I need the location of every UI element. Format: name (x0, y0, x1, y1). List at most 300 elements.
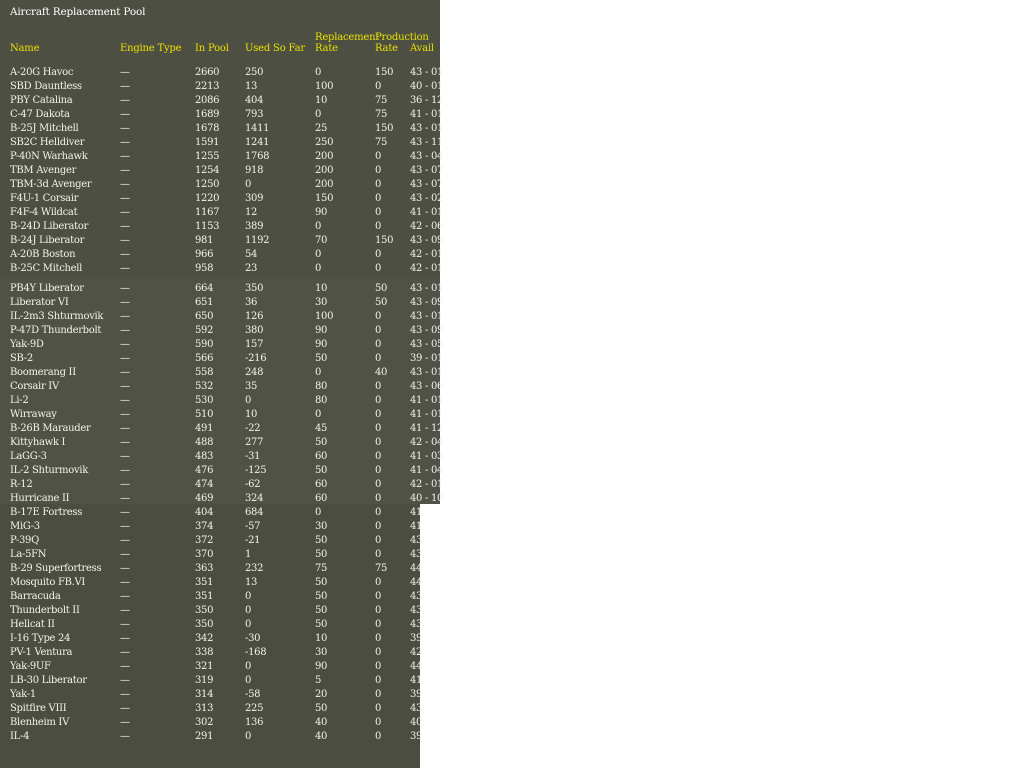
aircraft-name: IL-2m3 Shturmovik (10, 311, 104, 322)
in-pool-count: 1220 (195, 193, 220, 204)
avail-date: 43 - 09 (410, 235, 444, 246)
replacement-rate: 75 (315, 563, 328, 574)
avail-date: 43 - 01 (410, 367, 444, 378)
used-so-far-count: -22 (245, 423, 261, 434)
aircraft-name: LB-30 Liberator (10, 675, 87, 686)
engine-type: — (120, 67, 130, 78)
in-pool-count: 1678 (195, 123, 220, 134)
replacement-rate: 30 (315, 521, 328, 532)
engine-type: — (120, 283, 130, 294)
production-rate: 75 (375, 109, 388, 120)
table-row[interactable] (0, 122, 444, 136)
avail-date: 44 (410, 563, 423, 574)
avail-date: 43 - 09 (410, 297, 444, 308)
production-rate: 150 (375, 123, 394, 134)
used-so-far-count: 12 (245, 207, 258, 218)
in-pool-count: 321 (195, 661, 214, 672)
used-so-far-count: 13 (245, 81, 258, 92)
in-pool-count: 488 (195, 437, 214, 448)
used-so-far-count: 10 (245, 409, 258, 420)
avail-date: 41 - 04 (410, 465, 444, 476)
aircraft-name: P-47D Thunderbolt (10, 325, 102, 336)
aircraft-name: B-25J Mitchell (10, 123, 79, 134)
production-rate: 0 (375, 165, 382, 176)
in-pool-count: 2213 (195, 81, 220, 92)
production-rate: 0 (375, 661, 382, 672)
used-so-far-count: 1411 (245, 123, 270, 134)
in-pool-count: 2086 (195, 95, 220, 106)
aircraft-name: PBY Catalina (10, 95, 73, 106)
replacement-rate: 0 (315, 221, 322, 232)
replacement-rate: 60 (315, 451, 328, 462)
table-row[interactable] (0, 534, 440, 548)
aircraft-name: PV-1 Ventura (10, 647, 73, 658)
aircraft-name: Yak-9UF (10, 661, 51, 672)
table-row[interactable] (0, 562, 440, 576)
table-row[interactable] (0, 618, 440, 632)
table-row[interactable] (0, 716, 440, 730)
production-rate: 50 (375, 297, 388, 308)
table-row[interactable] (0, 282, 444, 296)
production-rate: 0 (375, 717, 382, 728)
replacement-rate: 60 (315, 493, 328, 504)
avail-date: 43 (410, 703, 423, 714)
replacement-rate: 0 (315, 367, 322, 378)
table-row[interactable] (0, 310, 444, 324)
table-row[interactable] (0, 632, 440, 646)
used-so-far-count: 126 (245, 311, 264, 322)
table-row[interactable] (0, 234, 444, 248)
header-replacement-rate[interactable] (315, 32, 379, 54)
engine-type: — (120, 151, 130, 162)
replacement-rate: 30 (315, 297, 328, 308)
engine-type: — (120, 95, 130, 106)
replacement-rate: 90 (315, 339, 328, 350)
engine-type: — (120, 465, 130, 476)
avail-date: 41 (410, 521, 423, 532)
production-rate: 0 (375, 619, 382, 630)
avail-date: 39 - 01 (410, 353, 444, 364)
table-row[interactable] (0, 660, 440, 674)
production-rate: 0 (375, 263, 382, 274)
avail-date: 43 - 01 (410, 67, 444, 78)
replacement-rate: 0 (315, 409, 322, 420)
used-so-far-count: 248 (245, 367, 264, 378)
avail-date: 40 - 10 (410, 493, 444, 504)
table-row[interactable] (0, 248, 444, 262)
in-pool-count: 510 (195, 409, 214, 420)
replacement-rate: 50 (315, 549, 328, 560)
production-rate: 0 (375, 381, 382, 392)
table-row[interactable] (0, 506, 440, 520)
table-row[interactable] (0, 436, 444, 450)
production-rate: 0 (375, 353, 382, 364)
aircraft-name: Thunderbolt II (10, 605, 80, 616)
production-rate: 0 (375, 633, 382, 644)
replacement-rate: 200 (315, 151, 334, 162)
replacement-rate: 50 (315, 437, 328, 448)
used-so-far-count: 136 (245, 717, 264, 728)
used-so-far-count: 309 (245, 193, 264, 204)
in-pool-count: 966 (195, 249, 214, 260)
avail-date: 43 - 01 (410, 283, 444, 294)
used-so-far-count: 1768 (245, 151, 270, 162)
aircraft-name: Yak-1 (10, 689, 36, 700)
used-so-far-count: -62 (245, 479, 261, 490)
table-row[interactable] (0, 178, 444, 192)
engine-type: — (120, 633, 130, 644)
in-pool-count: 350 (195, 605, 214, 616)
engine-type: — (120, 297, 130, 308)
engine-type: — (120, 235, 130, 246)
replacement-rate: 50 (315, 605, 328, 616)
aircraft-name: C-47 Dakota (10, 109, 70, 120)
engine-type: — (120, 563, 130, 574)
avail-date: 41 (410, 507, 423, 518)
production-rate: 0 (375, 151, 382, 162)
aircraft-name: P-39Q (10, 535, 39, 546)
replacement-rate: 80 (315, 381, 328, 392)
replacement-rate: 5 (315, 675, 322, 686)
used-so-far-count: 389 (245, 221, 264, 232)
used-so-far-count: -57 (245, 521, 261, 532)
in-pool-count: 319 (195, 675, 214, 686)
replacement-rate: 10 (315, 633, 328, 644)
aircraft-name: SB-2 (10, 353, 33, 364)
used-so-far-count: 35 (245, 381, 258, 392)
engine-type: — (120, 81, 130, 92)
avail-date: 39 (410, 689, 423, 700)
used-so-far-count: -168 (245, 647, 267, 658)
engine-type: — (120, 207, 130, 218)
replacement-rate: 90 (315, 661, 328, 672)
aircraft-name: B-24J Liberator (10, 235, 85, 246)
table-row[interactable] (0, 80, 444, 94)
in-pool-count: 374 (195, 521, 214, 532)
in-pool-count: 1255 (195, 151, 220, 162)
production-rate: 0 (375, 423, 382, 434)
engine-type: — (120, 493, 130, 504)
replacement-rate: 90 (315, 207, 328, 218)
engine-type: — (120, 381, 130, 392)
used-so-far-count: 380 (245, 325, 264, 336)
aircraft-name: P-40N Warhawk (10, 151, 88, 162)
replacement-rate: 50 (315, 619, 328, 630)
aircraft-name: TBM-3d Avenger (10, 179, 92, 190)
header-name[interactable]: Name (10, 43, 40, 54)
production-rate: 0 (375, 731, 382, 742)
replacement-rate: 50 (315, 577, 328, 588)
table-row[interactable] (0, 422, 444, 436)
used-so-far-count: 918 (245, 165, 264, 176)
in-pool-count: 483 (195, 451, 214, 462)
aircraft-list-lower (0, 504, 423, 768)
used-so-far-count: 157 (245, 339, 264, 350)
production-rate: 0 (375, 465, 382, 476)
in-pool-count: 351 (195, 591, 214, 602)
aircraft-name: Hellcat II (10, 619, 55, 630)
aircraft-name: Wirraway (10, 409, 57, 420)
engine-type: — (120, 409, 130, 420)
replacement-rate: 20 (315, 689, 328, 700)
replacement-rate: 45 (315, 423, 328, 434)
engine-type: — (120, 689, 130, 700)
table-row[interactable] (0, 94, 444, 108)
in-pool-count: 566 (195, 353, 214, 364)
replacement-pool-panel (0, 0, 444, 768)
production-rate: 0 (375, 521, 382, 532)
avail-date: 43 - 09 (410, 325, 444, 336)
in-pool-count: 313 (195, 703, 214, 714)
table-row[interactable] (0, 150, 444, 164)
header-in-pool[interactable]: In Pool (195, 43, 229, 54)
replacement-rate: 100 (315, 81, 334, 92)
table-row[interactable] (0, 730, 440, 744)
in-pool-count: 1167 (195, 207, 220, 218)
table-row[interactable] (0, 604, 440, 618)
used-so-far-count: 404 (245, 95, 264, 106)
replacement-rate: 10 (315, 95, 328, 106)
table-row[interactable] (0, 324, 444, 338)
used-so-far-count: -30 (245, 633, 261, 644)
in-pool-count: 558 (195, 367, 214, 378)
table-row[interactable] (0, 66, 444, 80)
aircraft-name: PB4Y Liberator (10, 283, 84, 294)
table-row[interactable] (0, 646, 440, 660)
aircraft-name: B-24D Liberator (10, 221, 89, 232)
avail-date: 39 (410, 731, 423, 742)
table-row[interactable] (0, 408, 444, 422)
aircraft-name: SB2C Helldiver (10, 137, 85, 148)
production-rate: 0 (375, 193, 382, 204)
in-pool-count: 981 (195, 235, 214, 246)
table-row[interactable] (0, 450, 444, 464)
production-rate: 150 (375, 235, 394, 246)
aircraft-name: Mosquito FB.VI (10, 577, 86, 588)
table-row[interactable] (0, 394, 444, 408)
table-row[interactable] (0, 702, 440, 716)
table-row[interactable] (0, 192, 444, 206)
replacement-rate: 90 (315, 325, 328, 336)
used-so-far-count: 0 (245, 179, 252, 190)
header-replacement-rate-label: Rate (315, 43, 338, 54)
table-row[interactable] (0, 576, 440, 590)
table-row[interactable] (0, 206, 444, 220)
avail-date: 42 - 01 (410, 263, 444, 274)
aircraft-name: Kittyhawk I (10, 437, 66, 448)
avail-date: 43 - 01 (410, 311, 444, 322)
avail-date: 41 - 01 (410, 395, 444, 406)
avail-date: 43 - 07 (410, 165, 444, 176)
in-pool-count: 1254 (195, 165, 220, 176)
in-pool-count: 291 (195, 731, 214, 742)
production-rate: 75 (375, 563, 388, 574)
production-rate: 0 (375, 675, 382, 686)
in-pool-count: 651 (195, 297, 214, 308)
used-so-far-count: 1 (245, 549, 252, 560)
replacement-rate: 200 (315, 165, 334, 176)
header-used-so-far[interactable]: Used So Far (245, 43, 305, 54)
engine-type: — (120, 661, 130, 672)
aircraft-name: Corsair IV (10, 381, 59, 392)
used-so-far-count: 225 (245, 703, 264, 714)
engine-type: — (120, 109, 130, 120)
engine-type: — (120, 193, 130, 204)
replacement-rate: 50 (315, 591, 328, 602)
used-so-far-count: 23 (245, 263, 258, 274)
production-rate: 0 (375, 395, 382, 406)
header-replacement-label: Replacement (315, 32, 380, 43)
avail-date: 41 - 01 (410, 207, 444, 218)
in-pool-count: 592 (195, 325, 214, 336)
replacement-rate: 250 (315, 137, 334, 148)
aircraft-name: Boomerang II (10, 367, 76, 378)
aircraft-name: Hurricane II (10, 493, 70, 504)
aircraft-name: LaGG-3 (10, 451, 47, 462)
table-row[interactable] (0, 338, 444, 352)
production-rate: 0 (375, 451, 382, 462)
header-engine-type[interactable]: Engine Type (120, 43, 182, 54)
table-row[interactable] (0, 464, 444, 478)
production-rate: 0 (375, 249, 382, 260)
replacement-rate: 0 (315, 507, 322, 518)
engine-type: — (120, 437, 130, 448)
aircraft-name: I-16 Type 24 (10, 633, 71, 644)
aircraft-name: Spitfire VIII (10, 703, 67, 714)
in-pool-count: 351 (195, 577, 214, 588)
table-row[interactable] (0, 136, 444, 150)
production-rate: 0 (375, 577, 382, 588)
avail-date: 42 - 01 (410, 479, 444, 490)
table-row[interactable] (0, 520, 440, 534)
avail-date: 42 - 04 (410, 437, 444, 448)
table-row[interactable] (0, 688, 440, 702)
engine-type: — (120, 605, 130, 616)
avail-date: 43 - 04 (410, 151, 444, 162)
production-rate: 0 (375, 689, 382, 700)
production-rate: 0 (375, 81, 382, 92)
engine-type: — (120, 703, 130, 714)
production-rate: 0 (375, 605, 382, 616)
table-row[interactable] (0, 548, 440, 562)
replacement-rate: 0 (315, 263, 322, 274)
engine-type: — (120, 479, 130, 490)
in-pool-count: 370 (195, 549, 214, 560)
engine-type: — (120, 619, 130, 630)
table-row[interactable] (0, 164, 444, 178)
aircraft-name: B-17E Fortress (10, 507, 83, 518)
table-row[interactable] (0, 352, 444, 366)
used-so-far-count: 1192 (245, 235, 270, 246)
aircraft-name: R-12 (10, 479, 33, 490)
replacement-rate: 40 (315, 731, 328, 742)
aircraft-name: IL-4 (10, 731, 30, 742)
avail-date: 43 (410, 619, 423, 630)
avail-date: 43 - 01 (410, 123, 444, 134)
engine-type: — (120, 549, 130, 560)
production-rate: 0 (375, 437, 382, 448)
used-so-far-count: 684 (245, 507, 264, 518)
used-so-far-count: -58 (245, 689, 261, 700)
avail-date: 40 (410, 717, 423, 728)
avail-date: 43 - 07 (410, 179, 444, 190)
aircraft-name: F4F-4 Wildcat (10, 207, 78, 218)
table-row[interactable] (0, 478, 444, 492)
avail-date: 41 (410, 675, 423, 686)
table-row[interactable] (0, 366, 444, 380)
avail-date: 36 - 12 (410, 95, 444, 106)
replacement-rate: 80 (315, 395, 328, 406)
aircraft-name: Li-2 (10, 395, 29, 406)
production-rate: 0 (375, 207, 382, 218)
table-row[interactable] (0, 108, 444, 122)
avail-date: 42 - 01 (410, 249, 444, 260)
aircraft-name: B-26B Marauder (10, 423, 91, 434)
replacement-rate: 25 (315, 123, 328, 134)
engine-type: — (120, 731, 130, 742)
in-pool-count: 958 (195, 263, 214, 274)
used-so-far-count: 0 (245, 675, 252, 686)
production-rate: 0 (375, 703, 382, 714)
used-so-far-count: 324 (245, 493, 264, 504)
in-pool-count: 302 (195, 717, 214, 728)
used-so-far-count: 36 (245, 297, 258, 308)
aircraft-name: La-5FN (10, 549, 47, 560)
in-pool-count: 1591 (195, 137, 220, 148)
in-pool-count: 474 (195, 479, 214, 490)
used-so-far-count: 277 (245, 437, 264, 448)
engine-type: — (120, 591, 130, 602)
used-so-far-count: -216 (245, 353, 267, 364)
used-so-far-count: -125 (245, 465, 267, 476)
avail-date: 43 (410, 549, 423, 560)
in-pool-count: 650 (195, 311, 214, 322)
table-row[interactable] (0, 262, 444, 276)
production-rate: 0 (375, 549, 382, 560)
aircraft-name: Blenheim IV (10, 717, 69, 728)
production-rate: 0 (375, 479, 382, 490)
aircraft-name: Yak-9D (10, 339, 44, 350)
table-row[interactable] (0, 674, 440, 688)
replacement-rate: 40 (315, 717, 328, 728)
engine-type: — (120, 535, 130, 546)
production-rate: 0 (375, 339, 382, 350)
engine-type: — (120, 717, 130, 728)
table-row[interactable] (0, 296, 444, 310)
engine-type: — (120, 395, 130, 406)
avail-date: 41 - 01 (410, 109, 444, 120)
replacement-rate: 30 (315, 647, 328, 658)
header-avail[interactable]: Avail (410, 43, 434, 54)
engine-type: — (120, 647, 130, 658)
avail-date: 41 - 03 (410, 451, 444, 462)
used-so-far-count: 54 (245, 249, 258, 260)
aircraft-name: TBM Avenger (10, 165, 77, 176)
used-so-far-count: 13 (245, 577, 258, 588)
in-pool-count: 1250 (195, 179, 220, 190)
production-rate: 50 (375, 283, 388, 294)
used-so-far-count: -21 (245, 535, 261, 546)
engine-type: — (120, 577, 130, 588)
engine-type: — (120, 325, 130, 336)
table-row[interactable] (0, 380, 444, 394)
table-row[interactable] (0, 220, 444, 234)
table-row[interactable] (0, 590, 440, 604)
avail-date: 44 (410, 577, 423, 588)
in-pool-count: 342 (195, 633, 214, 644)
replacement-rate: 70 (315, 235, 328, 246)
replacement-rate: 0 (315, 67, 322, 78)
